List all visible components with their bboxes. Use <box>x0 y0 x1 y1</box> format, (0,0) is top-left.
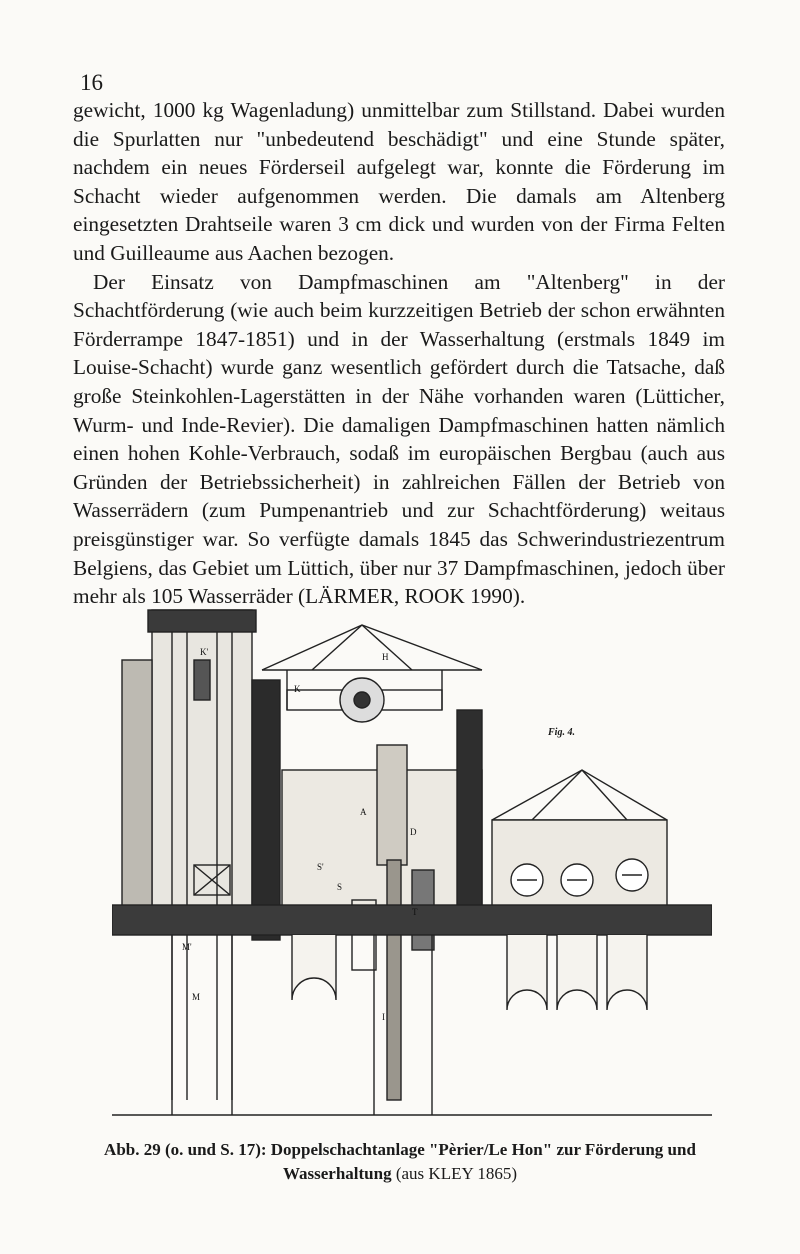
caption-source: (aus KLEY 1865) <box>391 1164 518 1183</box>
figure-letter: S <box>337 882 343 892</box>
paragraph-2: Der Einsatz von Dampfmaschinen am "Altenberg" in der Schachtförderung (wie auch beim kurzzeitigen Betrieb der schon erwähnten Förderrampe 1847-1851) und in der Wasserhaltung (erstmals 1849 im Louise-Schacht) wurde ganz wesentlich gefördert durch die Tatsache, daß große Steinkohlen-Lagerstätten in der Nähe vorhanden waren (Lütticher, Wurm- und Inde-Revier). Die damaligen Dampfmaschinen hatten nämlich einen hohen Kohle-Verbrauch, sodaß im europäischen Bergbau (auch aus Gründen der Betriebssicherheit) in zahlreichen Fällen der Betrieb von Wasserrädern (zum Pumpenantrieb und zur Schachtförderung) weitaus preisgünstiger war. So verfügte damals 1845 das Schwerindustriezentrum Belgiens, das Gebiet um Lüttich, über nur 37 Dampfmaschinen, jedoch über mehr als 105 Wasserräder (LÄRMER, ROOK 1990). <box>73 269 725 609</box>
body-text <box>73 96 725 611</box>
figure-letter: H <box>382 652 389 662</box>
mine-shaft-illustration <box>112 600 712 1120</box>
paragraph-1: gewicht, 1000 kg Wagenladung) unmittelbar zum Stillstand. Dabei wurden die Spurlatten nur "unbedeutend beschädigt" und eine Stunde später, nachdem ein neues Förderseil aufgelegt war, konnte die Förderung im Schacht wieder aufgenommen werden. Die damals am Altenberg eingesetzten Drahtseile waren 3 cm dick und wurden von der Firma Felten und Guilleaume aus Aachen bezogen. <box>73 98 725 265</box>
illustration-drawing <box>112 600 712 1120</box>
figure-letter: S' <box>317 862 324 872</box>
figure-letter: T <box>412 907 418 917</box>
figure-letter: M <box>192 992 201 1002</box>
page-number: 16 <box>80 70 103 95</box>
figure-letter: K' <box>200 647 209 657</box>
figure-letter: M' <box>182 942 192 952</box>
figure-label: Fig. 4. <box>548 727 575 738</box>
figure-letter: D <box>410 827 417 837</box>
figure-letter: I <box>382 1012 385 1022</box>
figure-letter: K <box>294 684 301 694</box>
figure-caption <box>90 1138 710 1186</box>
figure-letter: A <box>360 807 367 817</box>
caption-title: Abb. 29 (o. und S. 17): Doppelschachtanlage "Pèrier/Le Hon" zur Förderung und Wasserhaltung <box>104 1140 696 1183</box>
